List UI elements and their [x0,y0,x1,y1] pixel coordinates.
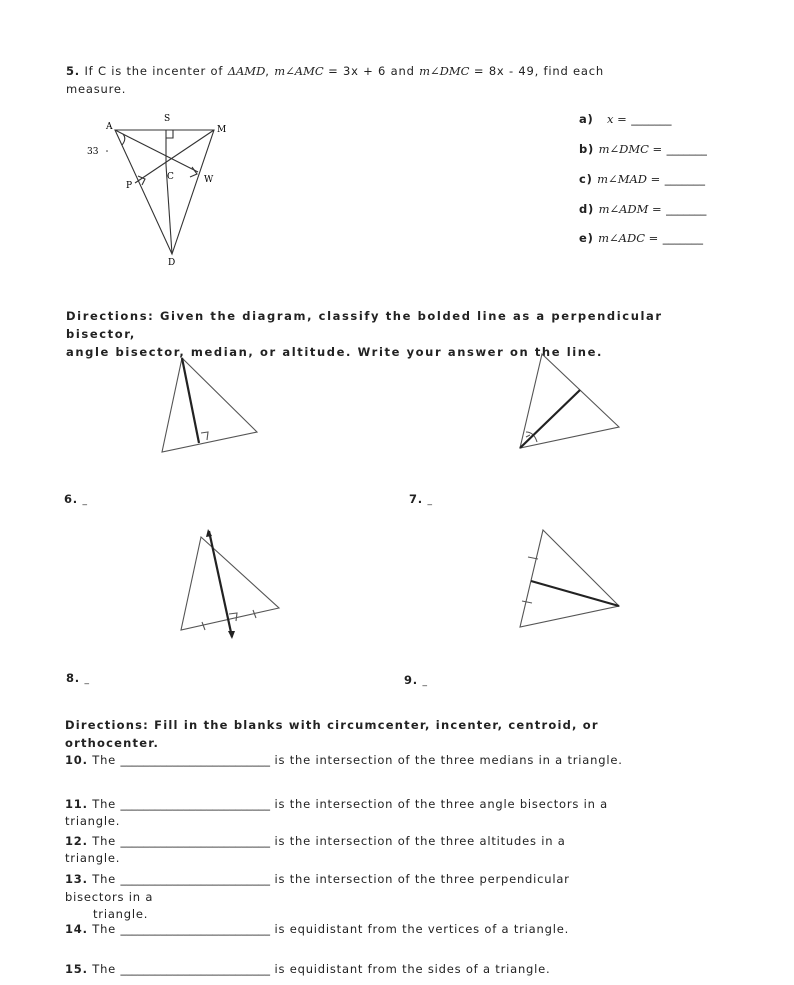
q5-text2: , [265,64,275,78]
q5-part-a: a) x = _______ [579,112,672,126]
q5-part-a-blank[interactable]: _______ [631,112,672,126]
q5-eq1: = 3x + 6 and [323,64,420,78]
question-11: 11. The __________________________ is the intersection of the three angle bisectors in a triangle. [65,797,609,828]
label-d: D [168,258,176,268]
q5-part-d-blank[interactable]: _______ [666,202,707,216]
answer-8-blank[interactable]: _ [84,675,89,685]
label-m: M [217,125,227,135]
answer-7-blank[interactable]: _ [427,496,432,506]
label-c: C [167,172,174,182]
answer-6-blank[interactable]: _ [82,496,87,506]
q5-text1: If C is the incenter of [84,64,228,78]
figure-6-triangle [150,352,270,462]
q5-number: 5. [66,64,80,78]
label-angle-33: 33 [87,147,99,157]
q5-part-b: b) m∠DMC = _______ [579,142,707,156]
q5-line1 [66,64,604,78]
question-13: 13. The __________________________ is the intersection of the three perpendicular bisectors in a triangle. [65,872,570,921]
answer-8: 8. _ [66,671,89,685]
directions-2 [65,716,705,752]
q5-triangle: ΔAMD [227,64,266,78]
question-11-blank[interactable]: __________________________ [120,797,271,811]
answer-7: 7. _ [409,492,432,506]
question-10-blank[interactable]: __________________________ [120,753,271,767]
directions-2-line2: orthocenter. [65,736,160,750]
directions-2-line1: Directions: Fill in the blanks with circumcenter, incenter, centroid, or [65,718,599,732]
question-13-blank[interactable]: __________________________ [120,872,271,886]
q5-part-c-blank[interactable]: _______ [664,172,706,186]
question-15-blank[interactable]: __________________________ [120,962,271,976]
question-15: 15. The __________________________ is equidistant from the sides of a triangle. [65,962,551,976]
answer-6: 6. _ [64,492,87,506]
directions-1-line2: angle bisector, median, or altitude. Write your answer on the line. [66,345,603,359]
q5-angle-dmc: m∠DMC [419,64,470,78]
label-a: A [106,122,113,132]
figure-9-triangle [510,522,630,632]
question-12-blank[interactable]: __________________________ [120,834,271,848]
q5-text3: , find each [534,64,604,78]
figure-7-triangle [510,346,630,456]
label-p: P [126,181,133,191]
q5-part-e-blank[interactable]: _______ [662,231,703,245]
question-14-blank[interactable]: __________________________ [120,922,271,936]
q5-part-e: e) m∠ADC = _______ [579,231,703,245]
q5-part-c: c) m∠MAD = _______ [579,172,706,186]
question-14: 14. The __________________________ is equidistant from the vertices of a triangle. [65,922,570,936]
label-s: S [164,114,171,124]
directions-1-line1: Directions: Given the diagram, classify the bolded line as a perpendicular bisector, [66,309,663,341]
q5-eq2: = 8x - 49 [469,64,535,78]
label-w: W [204,175,214,185]
answer-9-blank[interactable]: _ [422,677,427,687]
figure-8-triangle [170,525,290,645]
q5-line2: measure. [66,82,127,96]
q5-part-b-blank[interactable]: _______ [666,142,707,156]
answer-9: 9. _ [404,673,427,687]
q5-part-d: d) m∠ADM = _______ [579,202,707,216]
question-12: 12. The __________________________ is the intersection of the three altitudes in a triangle. [65,834,566,865]
q5-angle-amc: m∠AMC [274,64,324,78]
question-10: 10. The __________________________ is the intersection of the three medians in a triangle. [65,753,623,767]
incenter-diagram [80,110,240,275]
